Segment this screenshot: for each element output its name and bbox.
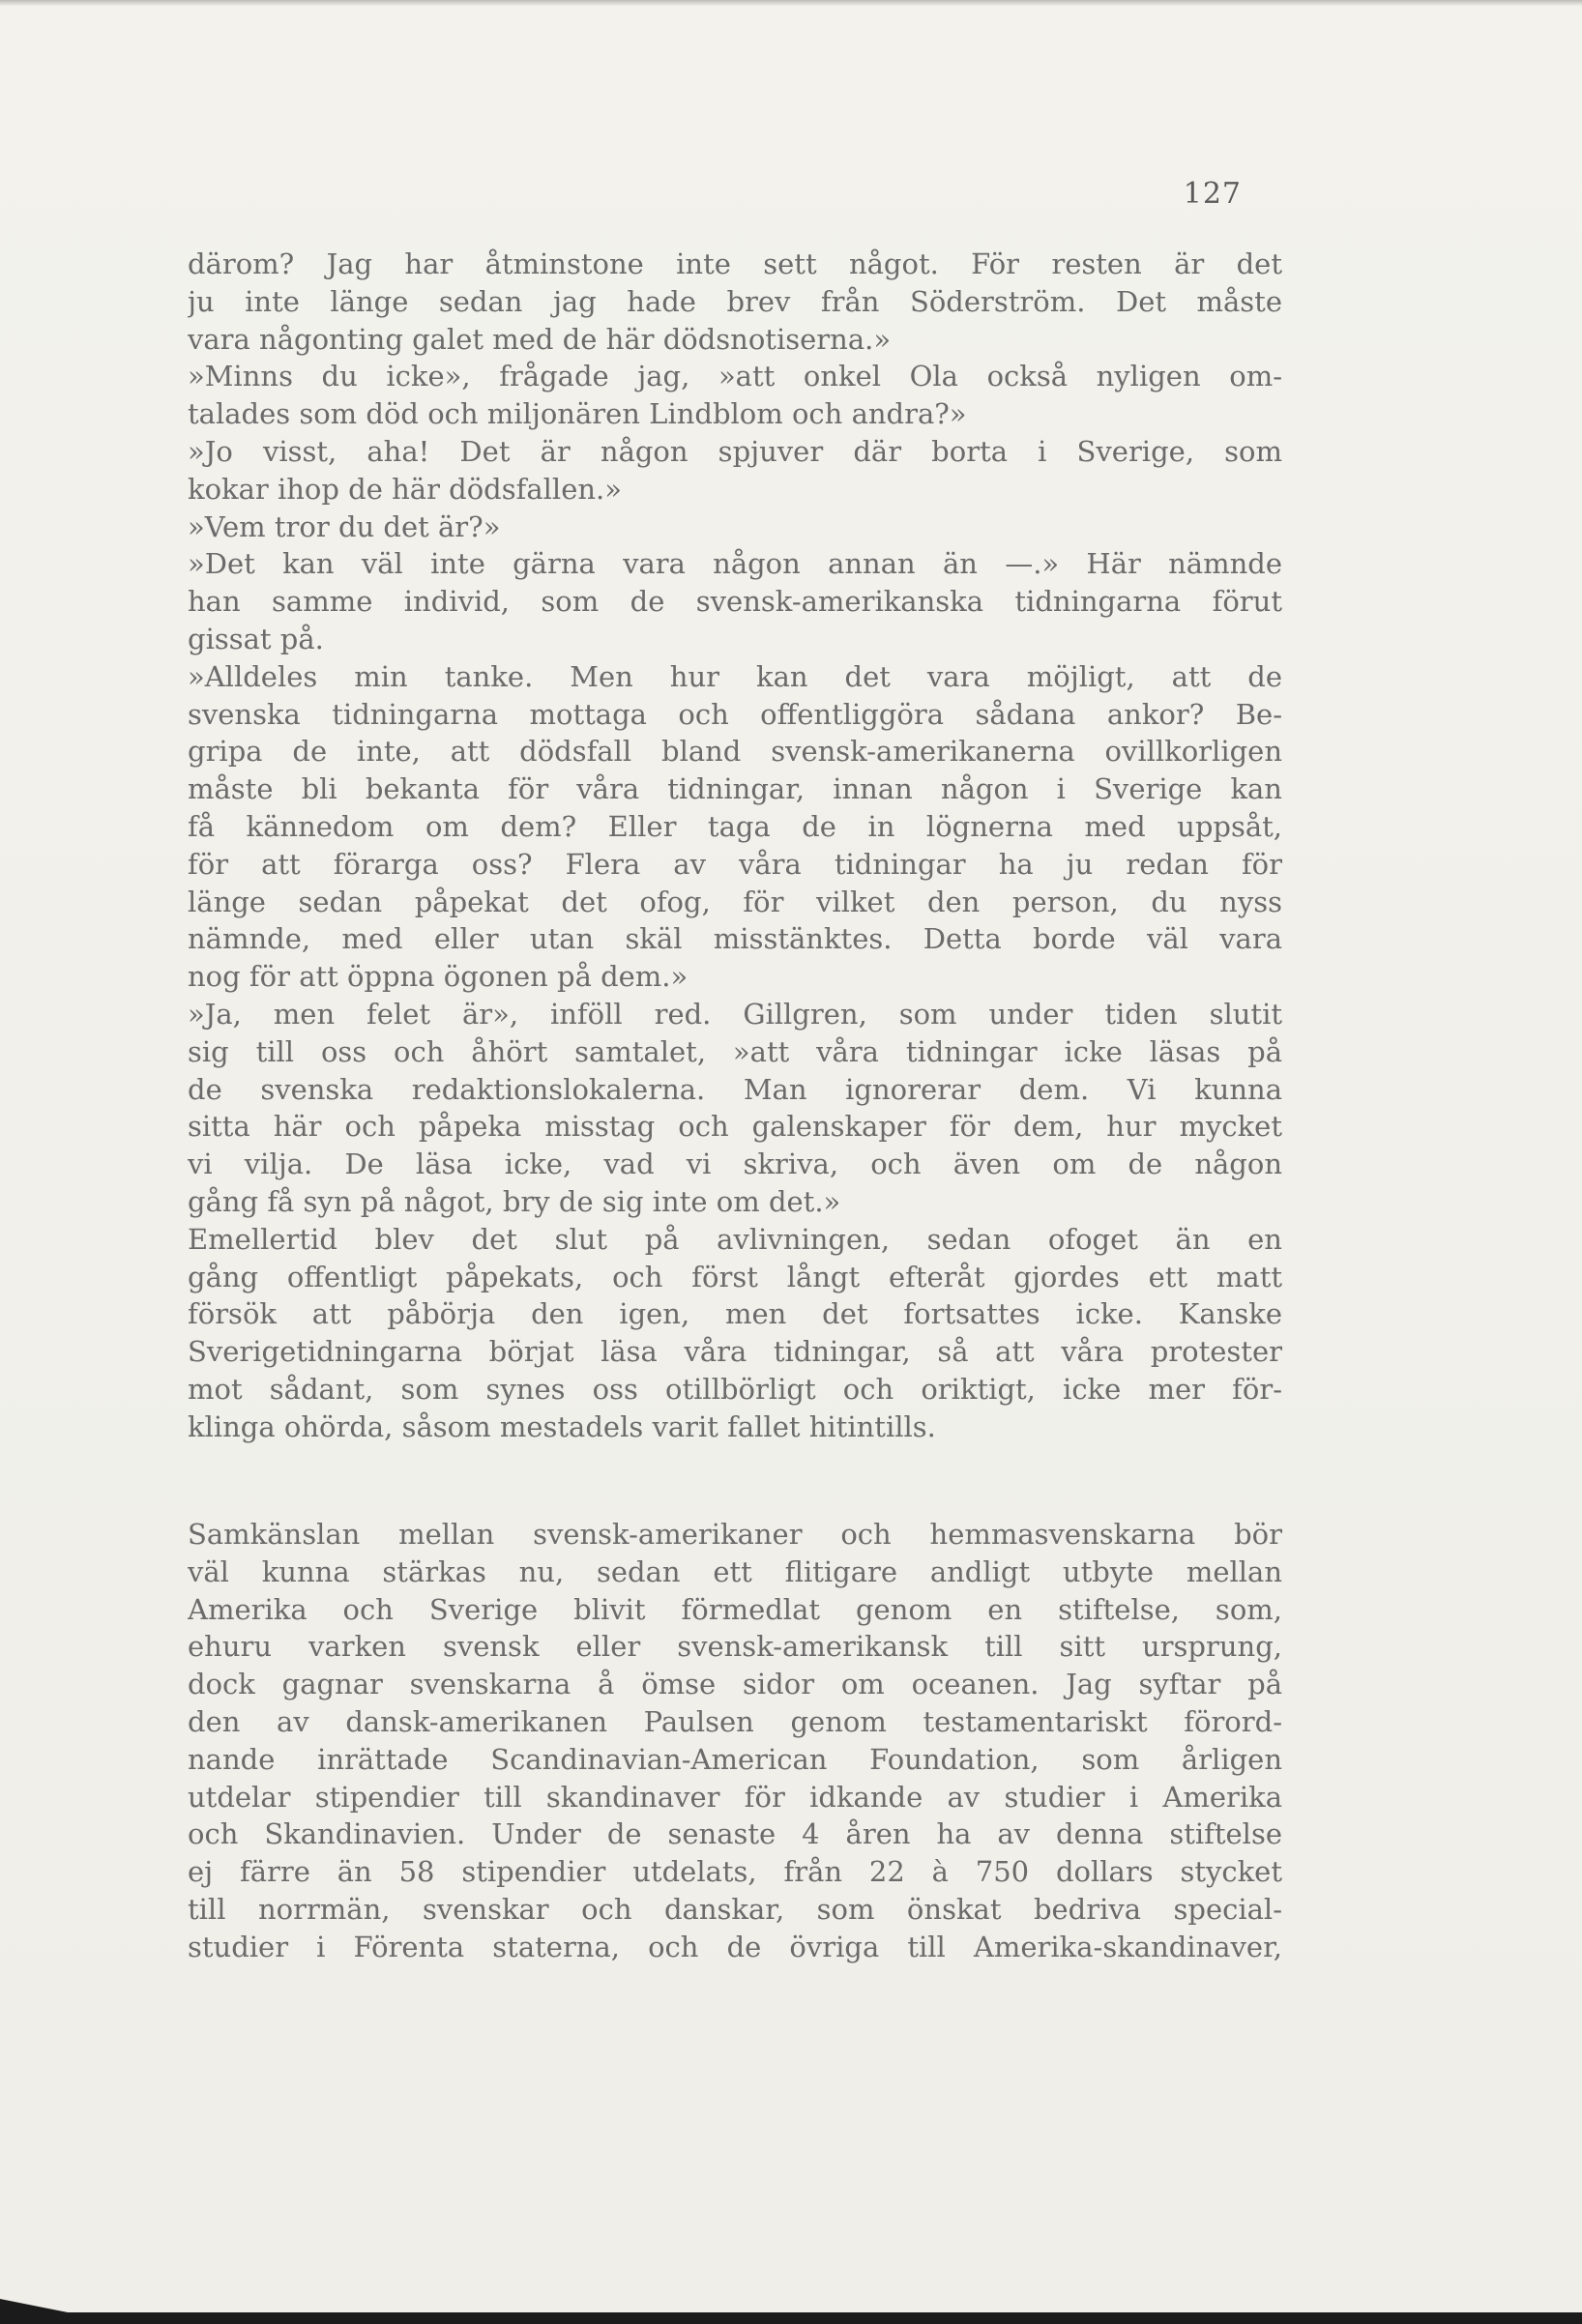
text-line: han samme individ, som de svensk-amerikanska tidningarna förut xyxy=(188,585,1282,619)
text-line: länge sedan påpekat det ofog, för vilket den person, du nyss xyxy=(188,885,1282,918)
text-line: »Vem tror du det är?» xyxy=(188,509,501,543)
text-line: vi vilja. De läsa icke, vad vi skriva, och även om de någon xyxy=(188,1147,1282,1181)
text-line: gång offentligt påpekats, och först långt efteråt gjordes ett matt xyxy=(188,1260,1282,1293)
bottom-scan-edge xyxy=(0,2312,1582,2324)
text-line: talades som död och miljonären Lindblom och andra?» xyxy=(188,397,967,431)
text-line: Sverigetidningarna börjat läsa våra tidningar, så att våra protester xyxy=(188,1335,1282,1369)
text-line: kokar ihop de här dödsfallen.» xyxy=(188,472,623,506)
text-line: mot sådant, som synes oss otillbörligt och oriktigt, icke mer för- xyxy=(188,1372,1282,1406)
text-line: nog för att öppna ögonen på dem.» xyxy=(188,960,688,994)
text-line: klinga ohörda, såsom mestadels varit fallet hitintills. xyxy=(188,1409,936,1443)
text-line: försök att påbörja den igen, men det fortsattes icke. Kanske xyxy=(188,1297,1282,1331)
text-line: måste bli bekanta för våra tidningar, innan någon i Sverige kan xyxy=(188,772,1282,806)
text-section-1 xyxy=(188,246,1282,1446)
text-line: »Minns du icke», frågade jag, »att onkel Ola också nyligen om- xyxy=(188,360,1282,393)
text-line: och Skandinavien. Under de senaste 4 åren ha av denna stiftelse xyxy=(188,1817,1282,1851)
text-line: svenska tidningarna mottaga och offentliggöra sådana ankor? Be- xyxy=(188,697,1282,731)
text-line: de svenska redaktionslokalerna. Man ignorerar dem. Vi kunna xyxy=(188,1072,1282,1106)
page-number: 127 xyxy=(1183,177,1242,211)
text-line: väl kunna stärkas nu, sedan ett flitigare andligt utbyte mellan xyxy=(188,1554,1282,1588)
text-line: Amerika och Sverige blivit förmedlat genom en stiftelse, som, xyxy=(188,1592,1282,1626)
text-line: studier i Förenta staterna, och de övriga till Amerika-skandinaver, xyxy=(188,1930,1282,1963)
text-line: gång få syn på något, bry de sig inte om det.» xyxy=(188,1184,841,1218)
text-line: vara någonting galet med de här dödsnotiserna.» xyxy=(188,322,892,356)
text-line: sitta här och påpeka misstag och galenskaper för dem, hur mycket xyxy=(188,1110,1282,1144)
text-line: dock gagnar svenskarna å ömse sidor om oceanen. Jag syftar på xyxy=(188,1668,1282,1701)
text-line: nande inrättade Scandinavian-American Foundation, som årligen xyxy=(188,1742,1282,1776)
text-line: för att förarga oss? Flera av våra tidningar ha ju redan för xyxy=(188,847,1282,881)
text-line: »Det kan väl inte gärna vara någon annan än —.» Här nämnde xyxy=(188,547,1282,581)
text-line: Emellertid blev det slut på avlivningen, sedan ofoget än en xyxy=(188,1222,1282,1256)
text-line: utdelar stipendier till skandinaver för idkande av studier i Amerika xyxy=(188,1780,1282,1814)
text-line: därom? Jag har åtminstone inte sett något. För resten är det xyxy=(188,247,1282,280)
text-line: »Alldeles min tanke. Men hur kan det vara möjligt, att de xyxy=(188,659,1282,693)
text-line: »Ja, men felet är», inföll red. Gillgren, som under tiden slutit xyxy=(188,997,1282,1031)
top-edge-rule xyxy=(0,0,1582,6)
text-section-2 xyxy=(188,1516,1282,1966)
text-line: till norrmän, svenskar och danskar, som önskat bedriva special- xyxy=(188,1892,1282,1926)
text-line: gissat på. xyxy=(188,622,324,655)
text-line: gripa de inte, att dödsfall bland svensk-amerikanerna ovillkorligen xyxy=(188,735,1282,769)
text-line: nämnde, med eller utan skäl misstänktes. Detta borde väl vara xyxy=(188,922,1282,956)
text-line: ehuru varken svensk eller svensk-amerikansk till sitt ursprung, xyxy=(188,1630,1282,1664)
text-line: Samkänslan mellan svensk-amerikaner och hemmasvenskarna bör xyxy=(188,1518,1282,1551)
text-line: »Jo visst, aha! Det är någon spjuver där borta i Sverige, som xyxy=(188,434,1282,468)
text-line: ju inte länge sedan jag hade brev från Söderström. Det måste xyxy=(188,284,1282,318)
text-line: ej färre än 58 stipendier utdelats, från 22 à 750 dollars stycket xyxy=(188,1855,1282,1889)
text-line: få kännedom om dem? Eller taga de in lögnerna med uppsåt, xyxy=(188,809,1282,843)
text-line: den av dansk-amerikanen Paulsen genom testamentariskt förord- xyxy=(188,1704,1282,1738)
text-line: sig till oss och åhört samtalet, »att våra tidningar icke läsas på xyxy=(188,1034,1282,1068)
